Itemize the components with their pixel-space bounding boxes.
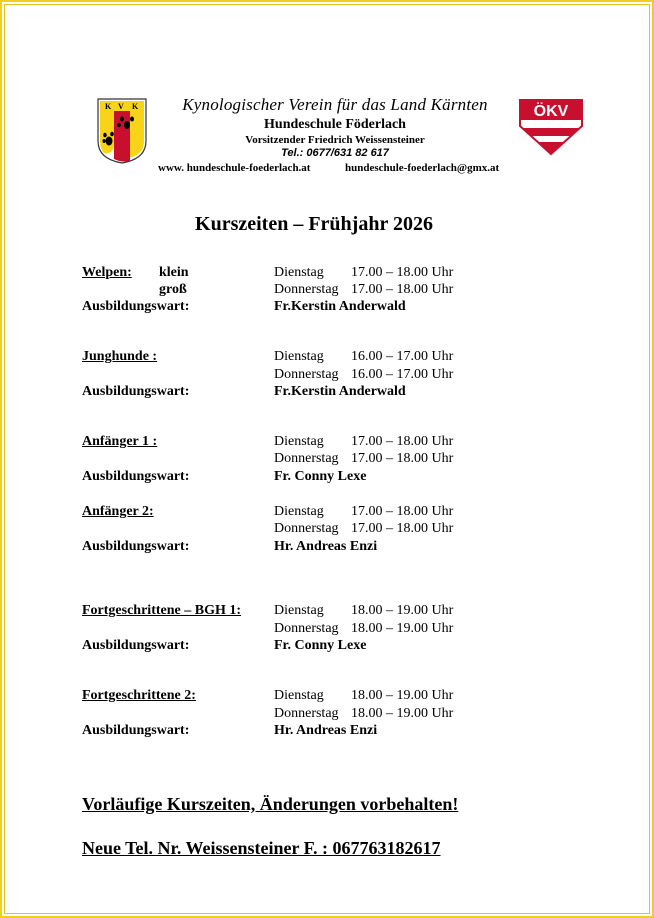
kvk-letter: K (105, 102, 112, 111)
session-day: Dienstag (274, 504, 324, 519)
course-name-anfaenger-1: Anfänger 1 : (82, 434, 158, 449)
instructor-name: Hr. Andreas Enzi (274, 723, 378, 738)
session-time: 16.00 – 17.00 Uhr (351, 349, 454, 364)
kvk-letter: K (132, 102, 139, 111)
oekv-logo-text: ÖKV (533, 103, 569, 120)
email-link[interactable]: hundeschule-foederlach@gmx.at (345, 162, 500, 174)
instructor-label: Ausbildungswart: (82, 539, 190, 554)
course-name-junghunde: Junghunde : (82, 349, 158, 364)
session-time: 17.00 – 18.00 Uhr (351, 434, 454, 449)
session-day: Dienstag (274, 603, 324, 618)
session-time: 17.00 – 18.00 Uhr (351, 265, 454, 280)
session-day: Donnerstag (274, 521, 339, 536)
session-day: Donnerstag (274, 621, 339, 636)
instructor-name: Fr.Kerstin Anderwald (274, 384, 406, 399)
course-sub-gross: groß (159, 282, 187, 297)
club-name: Kynologischer Verein für das Land Kärnten (182, 95, 488, 114)
session-day: Donnerstag (274, 451, 339, 466)
session-day: Dienstag (274, 265, 324, 280)
session-time: 17.00 – 18.00 Uhr (351, 282, 454, 297)
course-name-anfaenger-2: Anfänger 2: (82, 504, 154, 519)
page-title: Kurszeiten – Frühjahr 2026 (195, 213, 433, 235)
session-day: Donnerstag (274, 367, 339, 382)
course-name-fortgeschrittene-bgh-1: Fortgeschrittene – BGH 1: (82, 603, 242, 618)
session-time: 17.00 – 18.00 Uhr (351, 521, 454, 536)
session-day: Donnerstag (274, 706, 339, 721)
provisional-notice: Vorläufige Kurszeiten, Änderungen vorbehalten! (82, 794, 459, 814)
instructor-name: Fr.Kerstin Anderwald (274, 299, 406, 314)
school-name: Hundeschule Föderlach (264, 117, 406, 132)
new-phone-notice: Neue Tel. Nr. Weissensteiner F. : 067763182617 (82, 838, 441, 858)
session-time: 18.00 – 19.00 Uhr (351, 621, 454, 636)
kvk-letter: V (118, 102, 124, 111)
session-time: 18.00 – 19.00 Uhr (351, 706, 454, 721)
header-phone: Tel.: 0677/631 82 617 (281, 147, 389, 159)
instructor-label: Ausbildungswart: (82, 469, 190, 484)
instructor-name: Hr. Andreas Enzi (274, 539, 378, 554)
kvk-crest-logo (96, 97, 148, 165)
instructor-label: Ausbildungswart: (82, 384, 190, 399)
course-sub-klein: klein (159, 265, 189, 280)
session-day: Donnerstag (274, 282, 339, 297)
session-day: Dienstag (274, 434, 324, 449)
session-time: 17.00 – 18.00 Uhr (351, 504, 454, 519)
session-time: 18.00 – 19.00 Uhr (351, 603, 454, 618)
session-day: Dienstag (274, 688, 324, 703)
session-day: Dienstag (274, 349, 324, 364)
instructor-label: Ausbildungswart: (82, 723, 190, 738)
chairman-line: Vorsitzender Friedrich Weissensteiner (245, 134, 425, 146)
instructor-label: Ausbildungswart: (82, 299, 190, 314)
instructor-name: Fr. Conny Lexe (274, 638, 367, 653)
session-time: 18.00 – 19.00 Uhr (351, 688, 454, 703)
oekv-logo (518, 98, 584, 156)
instructor-name: Fr. Conny Lexe (274, 469, 367, 484)
session-time: 17.00 – 18.00 Uhr (351, 451, 454, 466)
course-name-fortgeschrittene-2: Fortgeschrittene 2: (82, 688, 196, 703)
course-name-welpen: Welpen: (82, 265, 132, 280)
instructor-label: Ausbildungswart: (82, 638, 190, 653)
session-time: 16.00 – 17.00 Uhr (351, 367, 454, 382)
website-link[interactable]: www. hundeschule-foederlach.at (158, 162, 311, 174)
